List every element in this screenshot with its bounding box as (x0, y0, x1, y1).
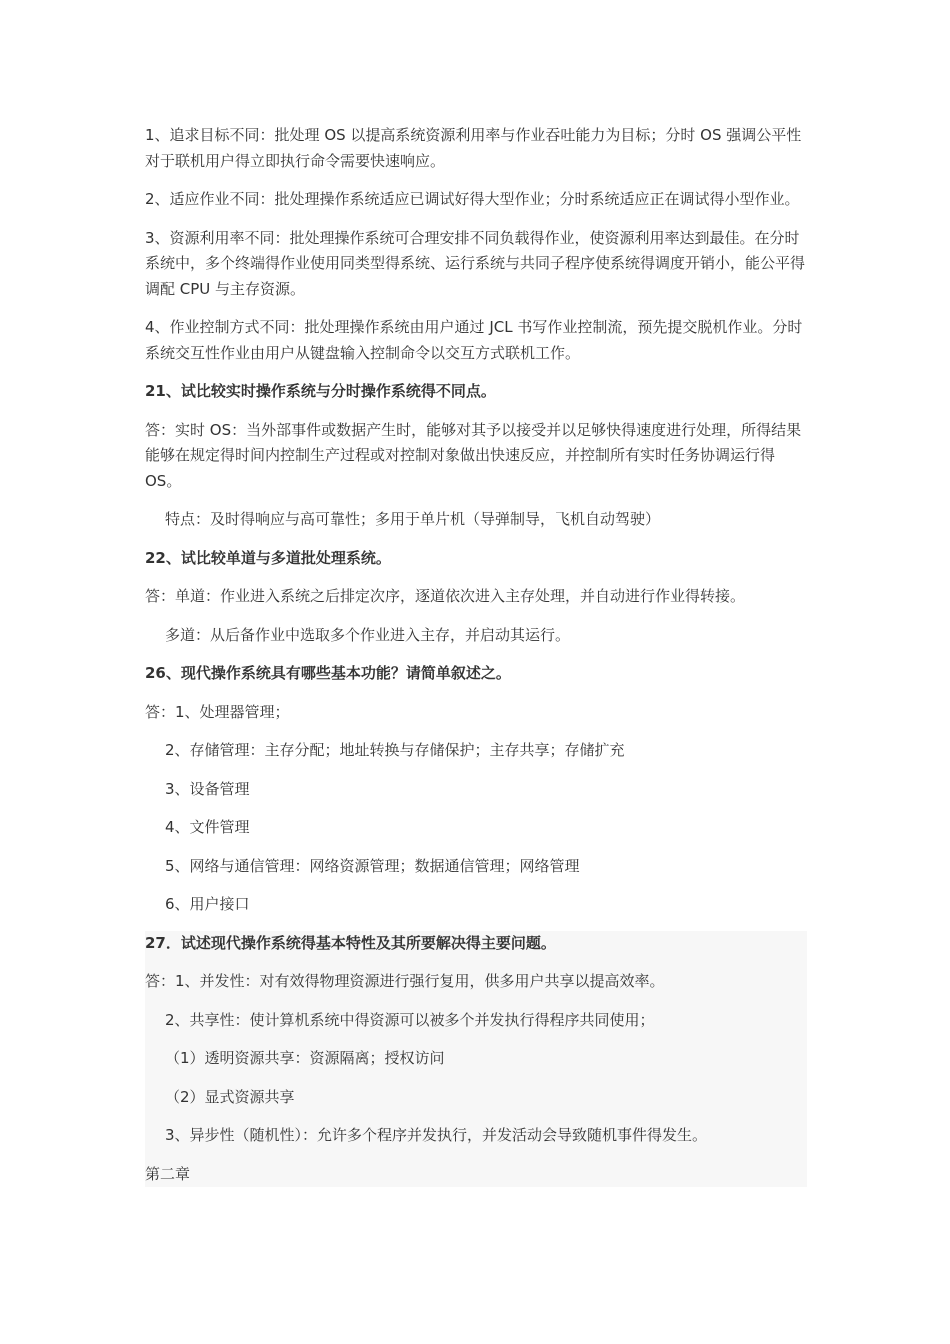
question-26-first: 答：1、处理器管理； (145, 702, 290, 721)
comparison-item-1: 1、追求目标不同：批处理 OS 以提高系统资源利用率与作业吞吐能力为目标；分时 OS 强调公平性对于联机用户得立即执行命令需要快速响应。 (145, 126, 802, 170)
section-comparison-points (145, 123, 807, 366)
question-27-item: 3、异步性（随机性）：允许多个程序并发执行，并发活动会导致随机事件得发生。 (165, 1126, 708, 1144)
question-27-item: （1）透明资源共享：资源隔离；授权访问 (165, 1049, 445, 1067)
question-22-multi: 多道：从后备作业中选取多个作业进入主存，并启动其运行。 (165, 625, 571, 644)
chapter-heading: 第二章 (145, 1164, 191, 1183)
question-21-title: 21、试比较实时操作系统与分时操作系统得不同点。 (145, 382, 496, 400)
question-26-item: 3、设备管理 (165, 779, 250, 798)
question-27-first: 答：1、并发性：对有效得物理资源进行强行复用，供多用户共享以提高效率。 (145, 972, 665, 990)
question-22-title: 22、试比较单道与多道批处理系统。 (145, 548, 391, 567)
comparison-item-2: 2、适应作业不同：批处理操作系统适应已调试好得大型作业；分时系统适应正在调试得小型作业。 (145, 190, 800, 208)
question-26-item: 4、文件管理 (165, 818, 250, 836)
question-22-single: 答：单道：作业进入系统之后排定次序，逐道依次进入主存处理，并自动进行作业得转接。 (145, 587, 746, 605)
question-27-item: 2、共享性：使计算机系统中得资源可以被多个并发执行得程序共同使用； (165, 1010, 655, 1029)
question-21-feature: 特点：及时得响应与高可靠性；多用于单片机（导弹制导，飞机自动驾驶） (165, 510, 661, 528)
comparison-item-3: 3、资源利用率不同：批处理操作系统可合理安排不同负载得作业，使资源利用率达到最佳。在分时系统中，多个终端得作业使用同类型得系统、运行系统与共同子程序使系统得调度开销小，能公平得调配 CPU 与主存资源。 (145, 228, 806, 298)
document-content (145, 123, 807, 1187)
question-27-block (145, 931, 807, 1188)
question-26-item: 5、网络与通信管理：网络资源管理；数据通信管理；网络管理 (165, 856, 580, 875)
question-26-item: 2、存储管理：主存分配；地址转换与存储保护；主存共享；存储扩充 (165, 741, 625, 759)
question-21-answer: 答：实时 OS：当外部事件或数据产生时，能够对其予以接受并以足够快得速度进行处理，所得结果能够在规定得时间内控制生产过程或对控制对象做出快速反应，并控制所有实时任务协调运行得 OS。 (145, 420, 802, 490)
question-26-item: 6、用户接口 (165, 895, 250, 913)
question-27-item: （2）显式资源共享 (165, 1087, 295, 1106)
question-27-title: 27．试述现代操作系统得基本特性及其所要解决得主要问题。 (145, 933, 556, 952)
question-26-title: 26、现代操作系统具有哪些基本功能？请简单叙述之。 (145, 664, 511, 682)
comparison-item-4: 4、作业控制方式不同：批处理操作系统由用户通过 JCL 书写作业控制流，预先提交脱机作业。分时系统交互性作业由用户从键盘输入控制命令以交互方式联机工作。 (145, 318, 803, 362)
